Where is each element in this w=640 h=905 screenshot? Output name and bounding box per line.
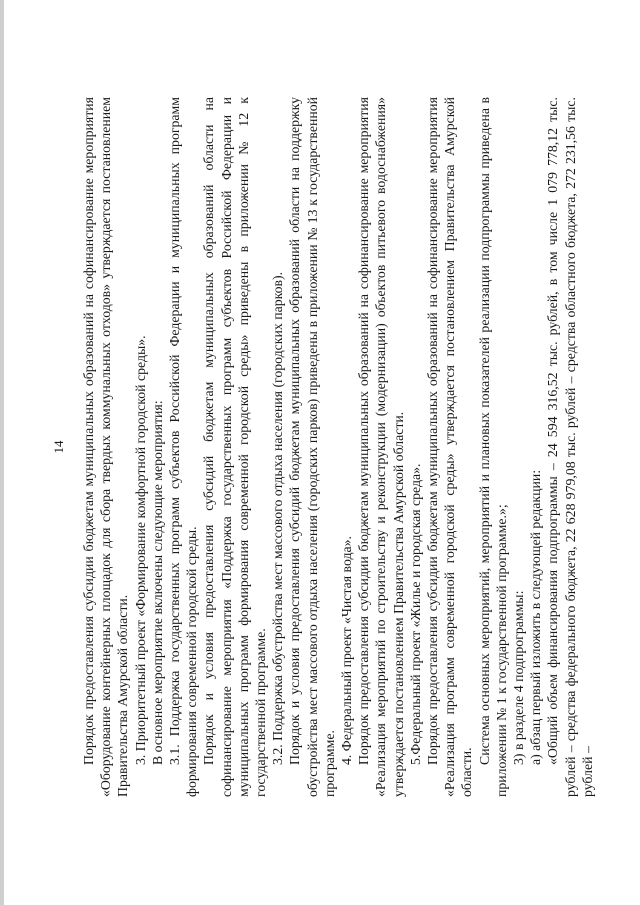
paragraph: В основное мероприятие включены следующие мероприятия: [149, 400, 165, 765]
paragraph: Порядок и условия предоставления субсидий бюджетам муниципальных образований области на поддержку обустройства мест массового отдыха населения (городских парков) приведены в приложении № 13 к государственной программе. [287, 97, 337, 797]
paragraph: Порядок предоставления субсидии бюджетам муниципальных образований на софинансирование мероприятия «Реализация программ современной городской среды» утверждается постановлением Правительства Амурской области. [425, 97, 475, 797]
paragraph: Порядок предоставления субсидии бюджетам муниципальных образований на софинансирование мероприятия «Реализация мероприятий по строительству и реконструкции (модернизации) объектов питьевого водоснабжения» утверждается постановлением Правительства Амурской области. [356, 97, 406, 797]
paragraph: 3. Приоритетный проект «Формирование комфортной городской среды». [132, 335, 148, 765]
paragraph: «Общий объем финансирования подпрограммы – 24 594 316,52 тыс. рублей, в том числе 1 079 778,12 тыс. рублей – средства федерального бюджета, 22 628 979,08 тыс. рублей – средства областного бюджета, 272 231,56 тыс. рублей – [545, 97, 595, 797]
paragraph: 5.Федеральный проект «Жилье и городская среда». [407, 463, 423, 765]
paragraph: 4. Федеральный проект «Чистая вода». [339, 536, 355, 765]
paragraph: 3.1. Поддержка государственных программ субъектов Российской Федерации и муниципальных программ формирования современной городской среды. [167, 97, 200, 797]
body-text [80, 97, 596, 797]
paragraph: Порядок и условия предоставления субсидий бюджетам муниципальных образований области на софинансирование мероприятия «Поддержка государственных программ субъектов Российской Федерации и муниципальных программ формирования современной городской среды» приведены в приложении № 12 к государственной программе. [201, 97, 269, 797]
paragraph: 3.2. Поддержка обустройства мест массового отдыха населения (городских парков). [270, 271, 286, 765]
page-number: 14 [51, 440, 66, 454]
paragraph: 3) в разделе 4 подпрограммы: [511, 590, 527, 765]
paragraph: а) абзац первый изложить в следующей редакции: [528, 469, 544, 765]
paragraph: Порядок предоставления субсидии бюджетам муниципальных образований на софинансирование мероприятия «Оборудование контейнерных площадок для сбора твердых коммунальных отходов» утверждается постановлением Правительства Амурской области. [81, 97, 131, 797]
paragraph: Система основных мероприятий, мероприятий и плановых показателей реализации подпрограммы приведена в приложении № 1 к государственной программе.»; [476, 97, 509, 797]
